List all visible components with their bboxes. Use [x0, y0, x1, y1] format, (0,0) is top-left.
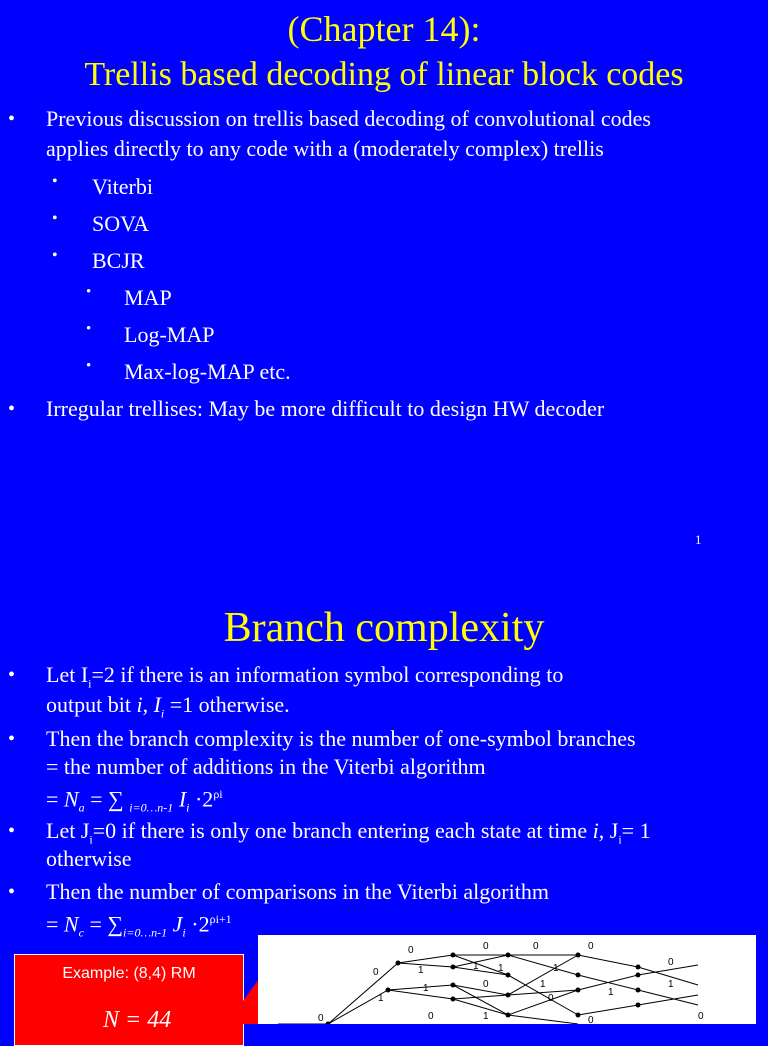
trellis-diagram — [258, 935, 756, 1024]
list-item: MAP — [124, 285, 172, 310]
branch-bullet-3-line-1: Let $J_i=0$ if there is only one branch entering each state at time i, $J_i= 1$ — [46, 818, 651, 847]
list-item: BCJR — [92, 248, 145, 273]
chapter-title: (Chapter 14): — [287, 9, 481, 49]
trellis-branch-label: 1 — [418, 965, 424, 976]
trellis-branch-label: 1 — [473, 961, 479, 972]
trellis-branch-label: 0 — [548, 993, 554, 1004]
trellis-branch-label: 0 — [373, 967, 379, 978]
bullet-icon: • — [86, 358, 92, 374]
bullet-icon: • — [8, 820, 16, 842]
branch-bullet-1-line-1: Let $I_i=2$ if there is an information symbol corresponding to — [46, 662, 564, 691]
trellis-branch-label: 1 — [423, 983, 429, 994]
bullet-icon: • — [8, 108, 16, 130]
trellis-branch-label: 1 — [483, 1011, 489, 1022]
trellis-branch-label: 1 — [378, 993, 384, 1004]
trellis-branch-label: 1 — [540, 979, 546, 990]
trellis-branch-label: 0 — [588, 1015, 594, 1024]
bullet-2: Irregular trellises: May be more difficult to design HW decoder — [46, 396, 605, 421]
bullet-icon: • — [52, 247, 58, 264]
trellis-branch-label: 0 — [428, 1011, 434, 1022]
list-item: SOVA — [92, 211, 150, 236]
example-formula: N = 44 — [103, 1007, 172, 1033]
bullet-icon: • — [52, 210, 58, 227]
bullet-icon: • — [8, 664, 16, 686]
trellis-branch-label: 0 — [698, 1011, 704, 1022]
bullet-icon: • — [86, 284, 92, 300]
branch-bullet-4-line-1: Then the number of comparisons in the Viterbi algorithm — [46, 879, 549, 904]
viterbi-comparisons-formula: = $N_c = \sum_{i=0\dots n-1}$ $J_i \cdot 2^{\rho i+1}$ — [46, 911, 232, 940]
list-item: Viterbi — [92, 174, 153, 199]
branch-bullet-3-line-2: otherwise — [46, 846, 132, 871]
bullet-icon: • — [86, 321, 92, 337]
page-number: 1 — [695, 532, 702, 547]
trellis-branch-label: 1 — [608, 987, 614, 998]
trellis-branch-label: 0 — [588, 941, 594, 952]
list-item: Log-MAP — [124, 322, 215, 347]
trellis-branch-label: 1 — [553, 963, 559, 974]
bullet-1-line-2: applies directly to any code with a (moderately complex) trellis — [46, 136, 604, 161]
slide-1-title: Trellis based decoding of linear block codes — [84, 56, 684, 93]
trellis-branch-label: 0 — [483, 941, 489, 952]
list-item: Max-log-MAP etc. — [124, 359, 291, 384]
trellis-branch-label: 0 — [483, 979, 489, 990]
bullet-1-line-1: Previous discussion on trellis based decoding of convolutional codes — [46, 106, 651, 131]
trellis-branch-label: 0 — [408, 945, 414, 956]
example-callout — [14, 954, 244, 1046]
trellis-branch-label: 0 — [533, 941, 539, 952]
branch-bullet-2-line-1: Then the branch complexity is the number of one-symbol branches — [46, 726, 636, 751]
viterbi-additions-formula: = $N_a$ = ∑ $_{i=0\dots n-1}$ $I_i \cdot 2^{\rho i}$ — [46, 786, 223, 815]
slide-2-title: Branch complexity — [223, 605, 545, 651]
branch-bullet-2-line-2: = the number of additions in the Viterbi algorithm — [46, 754, 486, 779]
bullet-icon: • — [8, 881, 16, 903]
bullet-icon: • — [8, 728, 16, 750]
bullet-icon: • — [8, 398, 16, 420]
trellis-branch-label: 1 — [498, 963, 504, 974]
trellis-svg — [258, 935, 756, 1024]
trellis-branch-label: 0 — [318, 1013, 324, 1024]
trellis-branch-label: 1 — [668, 979, 674, 990]
example-label: Example: (8,4) RM — [62, 965, 196, 982]
trellis-branch-label: 0 — [668, 957, 674, 968]
bullet-icon: • — [52, 173, 58, 190]
branch-bullet-1-line-2: output bit i, $I_i =1$ otherwise. — [46, 692, 290, 721]
